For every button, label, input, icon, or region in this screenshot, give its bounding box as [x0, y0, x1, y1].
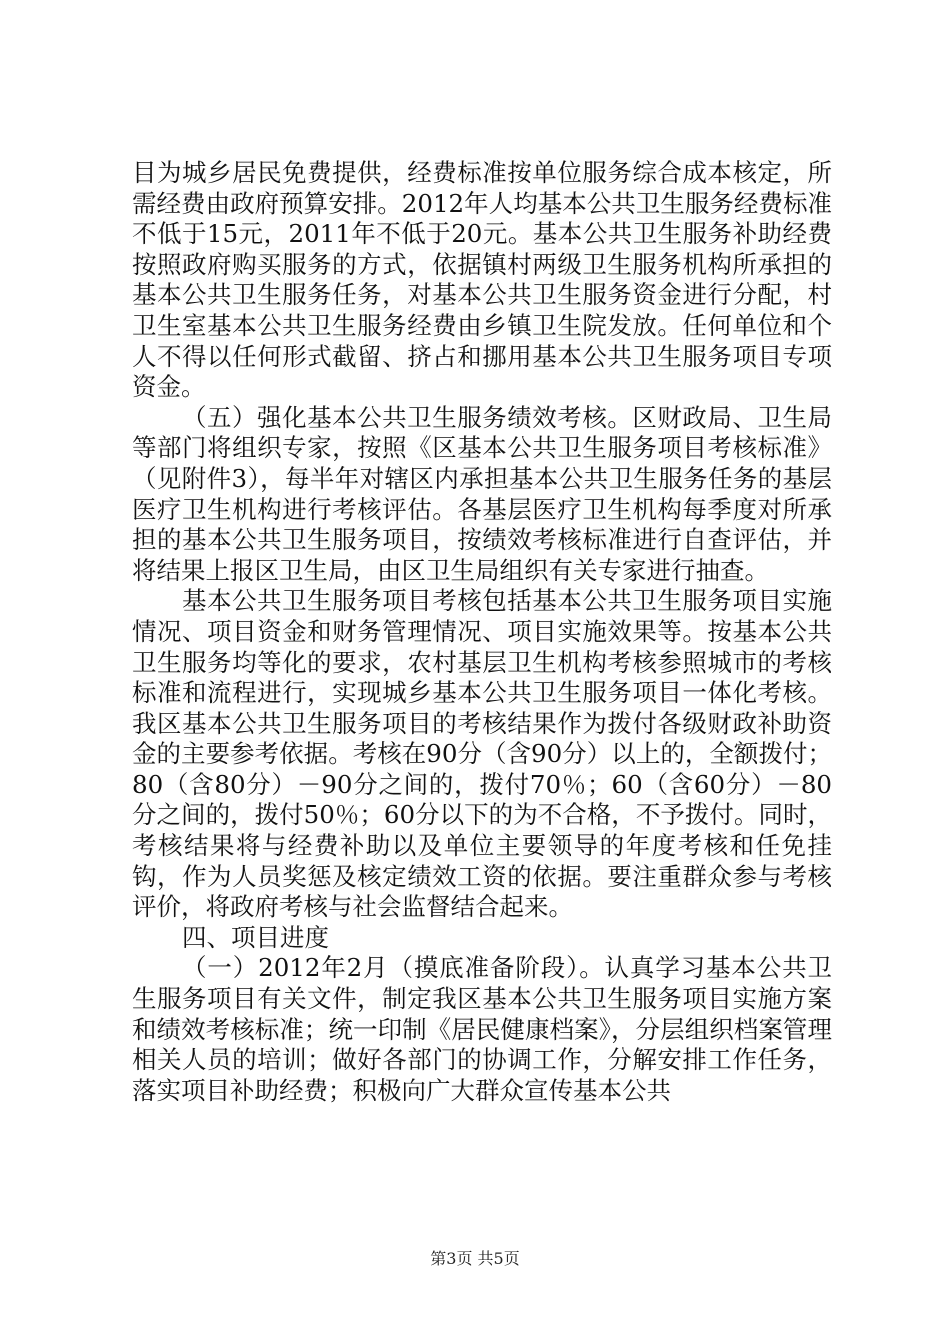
page-footer: 第3页 共5页	[430, 1249, 520, 1268]
section-heading-progress: 四、项目进度	[182, 922, 329, 952]
paragraph-progress-one: （一）2012年2月（摸底准备阶段）。认真学习基本公共卫生服务项目有关文件，制定我区基本公共卫生服务项目实施方案和绩效考核标准；统一印制《居民健康档案》，分层组织档案管理相关人员的培训；做好各部门的协调工作，分解安排工作任务，落实项目补助经费；积极向广大群众宣传基本公共	[132, 953, 832, 1105]
document-body	[132, 158, 832, 1106]
paragraph-assessment: 基本公共卫生服务项目考核包括基本公共卫生服务项目实施情况、项目资金和财务管理情况、项目实施效果等。按基本公共卫生服务均等化的要求，农村基层卫生机构考核参照城市的考核标准和流程进行，实现城乡基本公共卫生服务项目一体化考核。我区基本公共卫生服务项目的考核结果作为拨付各级财政补助资金的主要参考依据。考核在90分（含90分）以上的，全额拨付；80（含80分）－90分之间的，拨付70％；60（含60分）－80分之间的，拨付50％；60分以下的为不合格，不予拨付。同时，考核结果将与经费补助以及单位主要领导的年度考核和任免挂钩，作为人员奖惩及核定绩效工资的依据。要注重群众参与考核评价，将政府考核与社会监督结合起来。	[132, 586, 832, 922]
paragraph-continuation: 目为城乡居民免费提供，经费标准按单位服务综合成本核定，所需经费由政府预算安排。2012年人均基本公共卫生服务经费标准不低于15元，2011年不低于20元。基本公共卫生服务补助经费按照政府购买服务的方式，依据镇村两级卫生服务机构所承担的基本公共卫生服务任务，对基本公共卫生服务资金进行分配，村卫生室基本公共卫生服务经费由乡镇卫生院发放。任何单位和个人不得以任何形式截留、挤占和挪用基本公共卫生服务项目专项资金。	[132, 158, 832, 402]
paragraph-section-five: （五）强化基本公共卫生服务绩效考核。区财政局、卫生局等部门将组织专家，按照《区基本公共卫生服务项目考核标准》（见附件3），每半年对辖区内承担基本公共卫生服务任务的基层医疗卫生机构进行考核评估。各基层医疗卫生机构每季度对所承担的基本公共卫生服务项目，按绩效考核标准进行自查评估，并将结果上报区卫生局，由区卫生局组织有关专家进行抽查。	[132, 402, 832, 585]
